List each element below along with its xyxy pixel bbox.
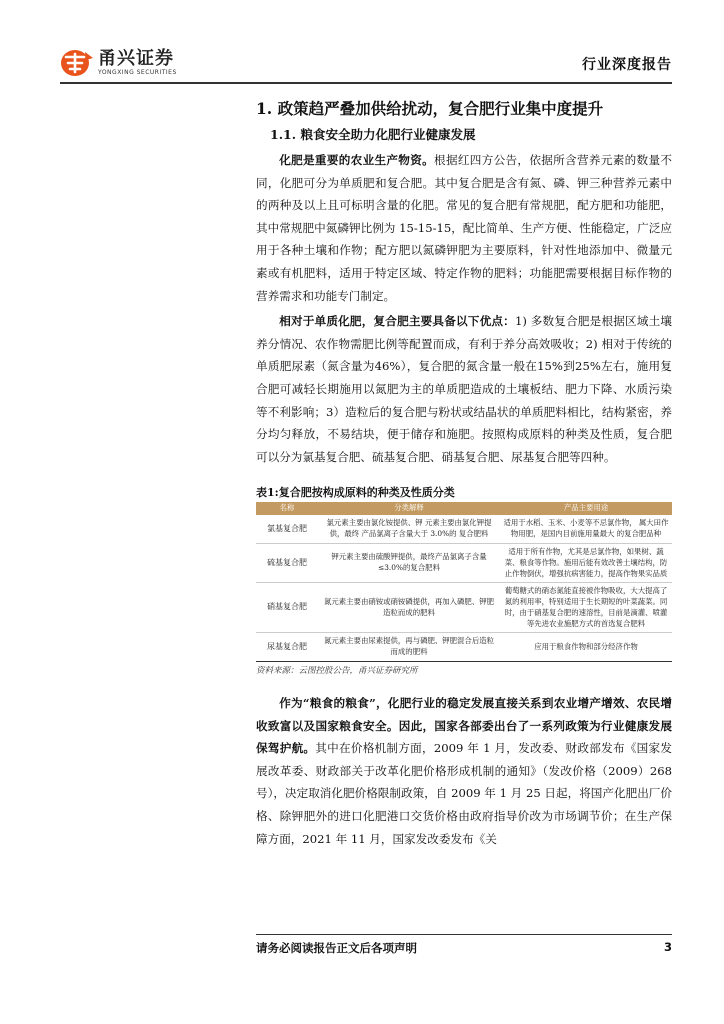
table-row [256,543,672,582]
paragraph-body: 其中在价格机制方面，2009 年 1 月，发改委、财政部发布《国家发展改革委、财政部关于改革化肥价格形成机制的通知》（发改价格（2009）268 号），决定取消化肥价格限制政策，自 2009 年 1 月 25 日起，将国产化肥出厂价格、除钾肥外的进口化肥港口交货价格由政府指导价改为市场调节价；在生产保障方面，2021 年 11 月，国家发改委发布《关 [256,741,672,846]
cell-use: 应用于粮食作物和部分经济作物 [500,633,672,662]
table-row [256,633,672,662]
footer-divider [256,934,672,935]
company-logo [60,48,177,78]
classification-table [256,502,672,662]
report-type-label: 行业深度报告 [582,57,672,73]
cell-name: 硫基复合肥 [256,543,318,582]
cell-use: 葡萄糖式的硝态氮能直接被作物吸收，大大提高了氮的利用率，特别适用于生长期短的叶菜蔬菜。同时，由于硝基复合肥的速溶性，目前是滴灌、喷灌等先进农业施肥方式的首选复合肥料 [500,583,672,633]
page-header [60,44,672,84]
paragraph-compound-advantages [256,310,672,468]
header-divider [60,82,672,84]
cell-use: 适用于所有作物，尤其是忌氯作物，如果树、蔬菜、粮食等作物。施用后能有效改善土壤结构，防止作物倒伏，增强抗病害能力，提高作物果实品质 [500,543,672,582]
paragraph-body: 1) 多数复合肥是根据区域土壤养分情况、农作物需肥比例等配置而成，有利于养分高效吸收；2) 相对于传统的单质肥尿素（氮含量为46%），复合肥的氮含量一般在15%到25%左右，施用复合肥可减轻长期施用以氮肥为主的单质肥造成的土壤板结、肥力下降、水质污染等不利影响；3）造粒后的复合肥与粉状或结晶状的单质肥料相比，结构紧密，养分均匀释放，不易结块，便于储存和施肥。按照构成原料的种类及性质，复合肥可以分为氯基复合肥、硫基复合肥、硝基复合肥、尿基复合肥等四种。 [256,314,672,464]
section-heading: 1. 政策趋严叠加供给扰动，复合肥行业集中度提升 [256,99,604,118]
column-header-use: 产品主要用途 [563,503,609,513]
table-title: 表1:复合肥按构成原料的种类及性质分类 [256,486,455,500]
paragraph-lead: 化肥是重要的农业生产物资。 [279,153,435,167]
cell-explain: 氮元素主要由尿素提供，再与磷肥、钾肥混合后造粒而成的肥料 [318,633,500,662]
footer-disclaimer: 请务必阅读报告正文后各项声明 [256,941,417,955]
paragraph-lead: 作为“粮食的粮食”，化肥行业的稳定发展直接关系到农业增产增效、农民增收致富以及国家粮食安全。因此，国家各部委出台了一系列政策为行业健康发展保驾护航。 [256,696,672,756]
paragraph-policy [256,692,672,850]
cell-name: 氯基复合肥 [256,515,318,543]
cell-name: 尿基复合肥 [256,633,318,662]
logo-cn-text: 甬兴证券 [98,48,174,69]
logo-mark-icon [60,48,94,78]
table-row [256,515,672,543]
paragraph-body: 根据红四方公告，依据所含营养元素的数量不同，化肥可分为单质肥和复合肥。其中复合肥是含有氮、磷、钾三种营养元素中的两种及以上且可标明含量的化肥。常见的复合肥有常规肥，配方肥和功能肥，其中常规肥中氮磷钾比例为 15-15-15，配比简单、生产方便、性能稳定，广泛应用于各种土壤和作物；配方肥以氮磷钾肥为主要原料，针对性地添加中、微量元素或有机肥料，适用于特定区域、特定作物的肥料；功能肥需要根据目标作物的营养需求和功能专门制定。 [256,153,672,303]
cell-name: 硝基复合肥 [256,583,318,633]
main-content [256,96,672,850]
column-header-name: 名称 [279,503,295,513]
logo-en-text: YONGXING SECURITIES [98,69,177,76]
cell-explain: 氯元素主要由氯化铵提供、钾 元素主要由氯化钾提供，最终 产品氯离子含量大于 3.0%的 复合肥料 [318,515,500,543]
page-number: 3 [663,940,672,954]
paragraph-fertilizer-intro [256,149,672,307]
cell-explain: 氮元素主要由硝铵或硝铵磷提供，再加入磷肥、钾肥造粒而成的肥料 [318,583,500,633]
cell-explain: 钾元素主要由硫酸钾提供，最终产品氯离子含量≤3.0%的复合肥料 [318,543,500,582]
paragraph-lead: 相对于单质化肥，复合肥主要具备以下优点： [279,314,515,329]
column-header-explain: 分类解释 [394,503,424,513]
cell-use: 适用于水稻、玉米、小麦等不忌氯作物， 属大田作物用肥，是国内目前施用量最大 的复合肥品种 [500,515,672,543]
table-row [256,583,672,633]
subsection-heading: 1.1. 粮食安全助力化肥行业健康发展 [270,127,476,142]
table-source: 资料来源：云图控股公告，甬兴证券研究所 [256,666,418,677]
table-header-row [256,502,672,515]
